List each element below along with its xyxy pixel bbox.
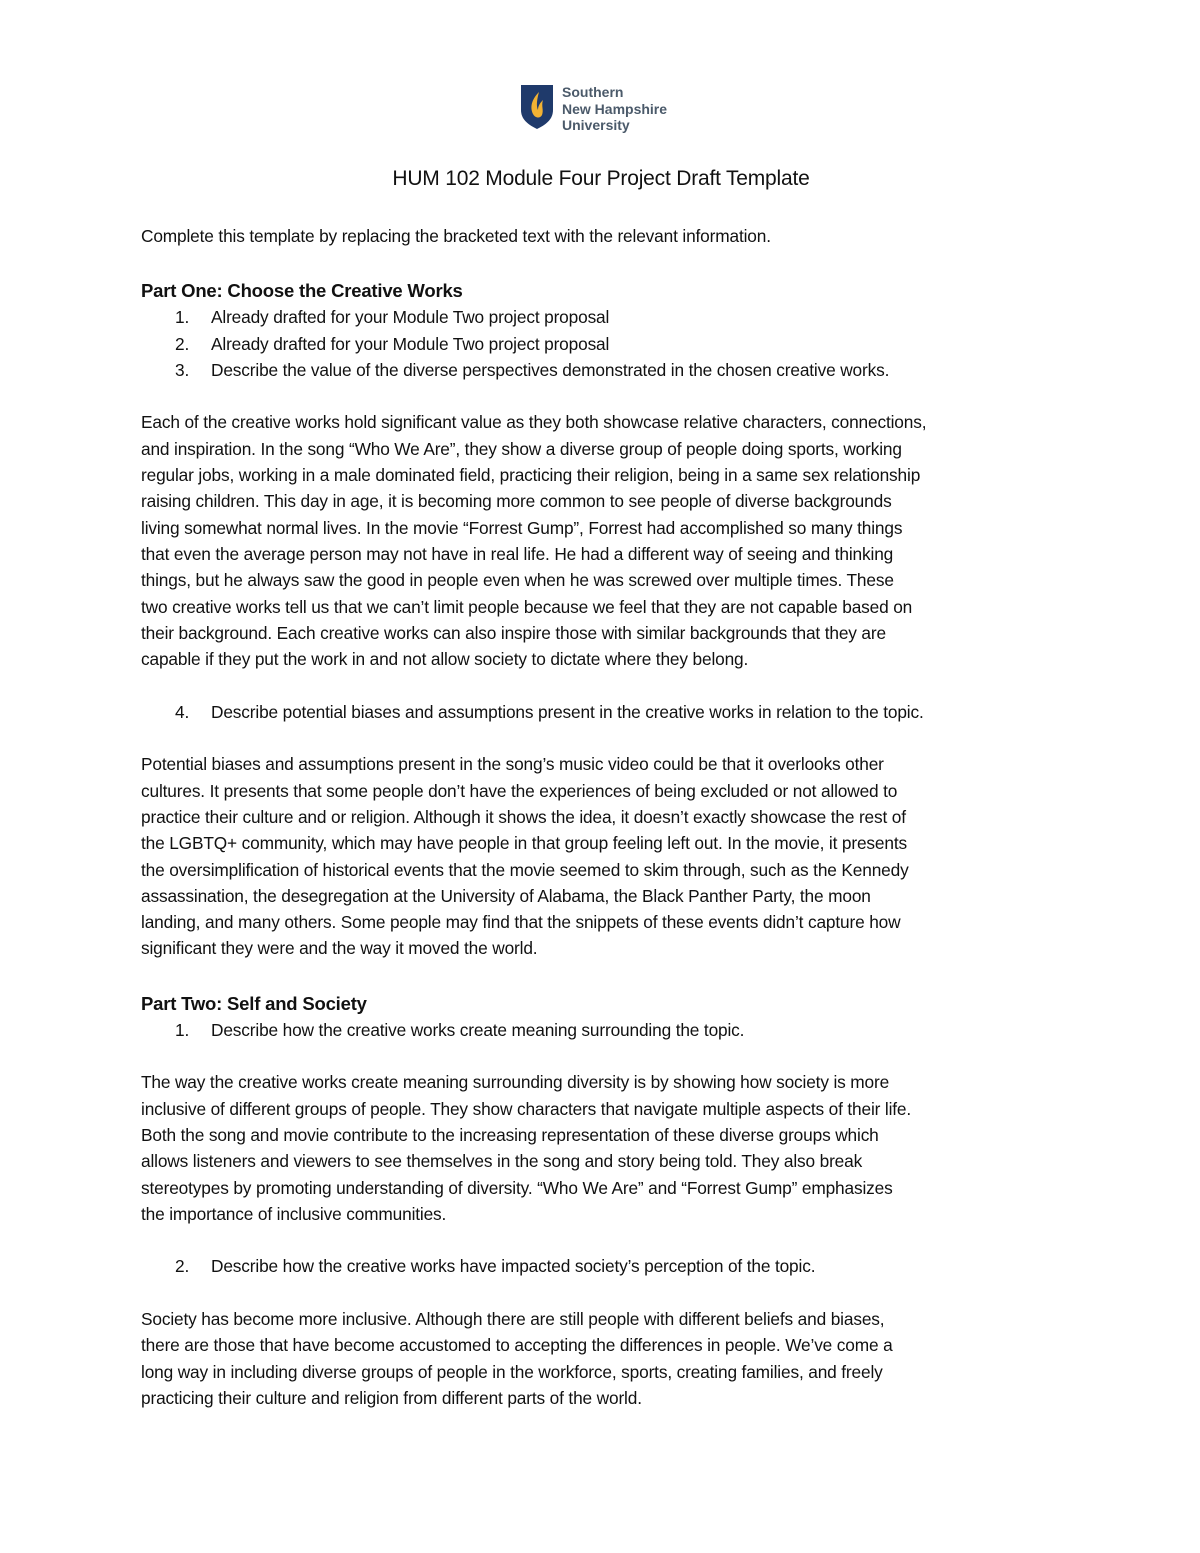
text-line: practice their culture and or religion. Although it shows the idea, it doesn’t exactly showcase the rest of [141, 806, 906, 827]
list-number: 3. [175, 359, 190, 380]
intro-text: Complete this template by replacing the bracketed text with the relevant information. [141, 226, 771, 246]
university-logo [520, 84, 667, 134]
page-title: HUM 102 Module Four Project Draft Template [392, 167, 810, 190]
list-number: 1. [175, 307, 190, 328]
text-line: there are those that have become accustomed to accepting the differences in people. We’ve come a [141, 1335, 893, 1356]
text-line: long way in including diverse groups of people in the workforce, sports, creating families, and freely [141, 1361, 883, 1382]
text-line: the LGBTQ+ community, which may have people in that group feeling left out. In the movie, it presents [141, 833, 907, 854]
text-line: Society has become more inclusive. Although there are still people with different beliefs and biases, [141, 1308, 885, 1329]
logo-line-1: Southern [562, 84, 624, 100]
list-text: Describe how the creative works have impacted society’s perception of the topic. [211, 1256, 816, 1277]
part-one-heading: Part One: Choose the Creative Works [141, 280, 463, 302]
answer-paragraph-3 [141, 409, 1061, 672]
part-two-list [141, 1017, 1061, 1043]
list-item [141, 304, 1061, 330]
list-number: 4. [175, 701, 190, 722]
text-line: significant they were and the way it moved the world. [141, 938, 538, 959]
list-number: 2. [175, 1256, 190, 1277]
text-line: the importance of inclusive communities. [141, 1203, 447, 1224]
list-text: Describe potential biases and assumptions present in the creative works in relation to the topic. [211, 701, 924, 722]
text-line: living somewhat normal lives. In the movie “Forrest Gump”, Forrest had accomplished so many things [141, 517, 903, 538]
answer-paragraph-4 [141, 751, 1061, 961]
text-line: the oversimplification of historical events that the movie seemed to skim through, such as the Kennedy [141, 859, 909, 880]
text-line: The way the creative works create meaning surrounding diversity is by showing how society is more [141, 1072, 890, 1093]
logo-wordmark [562, 84, 667, 134]
list-text: Already drafted for your Module Two project proposal [211, 307, 610, 328]
text-line: and inspiration. In the song “Who We Are”, they show a diverse group of people doing sports, working [141, 438, 902, 459]
text-line: capable if they put the work in and not allow society to dictate where they belong. [141, 649, 749, 670]
list-item [141, 699, 1061, 725]
list-item [141, 331, 1061, 357]
part-one-list-continued [141, 699, 1061, 725]
list-item [141, 1253, 1061, 1279]
answer-paragraph-part-two-2 [141, 1306, 1061, 1411]
list-item [141, 1017, 1061, 1043]
text-line: Both the song and movie contribute to the increasing representation of these diverse groups which [141, 1124, 879, 1145]
text-line: practicing their culture and religion from different parts of the world. [141, 1387, 642, 1408]
text-line: things, but he always saw the good in people even when he was screwed over multiple times. These [141, 570, 894, 591]
text-line: inclusive of different groups of people. They show characters that navigate multiple aspects of their life. [141, 1098, 912, 1119]
text-line: two creative works tell us that we can’t limit people because we feel that they are not capable based on [141, 596, 913, 617]
text-line: Potential biases and assumptions present in the song’s music video could be that it overlooks other [141, 754, 884, 775]
list-text: Describe how the creative works create meaning surrounding the topic. [211, 1019, 745, 1040]
text-line: cultures. It presents that some people don’t have the experiences of being excluded or not allowed to [141, 780, 898, 801]
list-text: Describe the value of the diverse perspectives demonstrated in the chosen creative works. [211, 359, 890, 380]
text-line: Each of the creative works hold significant value as they both showcase relative characters, connections, [141, 412, 927, 433]
text-line: their background. Each creative works can also inspire those with similar backgrounds that they are [141, 622, 886, 643]
text-line: allows listeners and viewers to see themselves in the song and story being told. They also break [141, 1151, 863, 1172]
text-line: assassination, the desegregation at the University of Alabama, the Black Panther Party, the moon [141, 885, 871, 906]
document-body [141, 165, 1061, 1411]
part-two-heading: Part Two: Self and Society [141, 992, 367, 1014]
text-line: raising children. This day in age, it is becoming more common to see people of diverse backgrounds [141, 491, 892, 512]
text-line: regular jobs, working in a male dominated field, practicing their religion, being in a same sex relationship [141, 465, 921, 486]
list-text: Already drafted for your Module Two project proposal [211, 333, 610, 354]
list-number: 1. [175, 1019, 190, 1040]
text-line: that even the average person may not have in real life. He had a different way of seeing and thinking [141, 543, 894, 564]
text-line: stereotypes by promoting understanding of diversity. “Who We Are” and “Forrest Gump” emphasizes [141, 1177, 893, 1198]
answer-paragraph-part-two-1 [141, 1069, 1061, 1227]
logo-line-3: University [562, 117, 630, 133]
part-two-list-continued [141, 1253, 1061, 1279]
list-item [141, 357, 1061, 383]
snhu-shield-icon [520, 84, 554, 130]
text-line: landing, and many others. Some people may find that the snippets of these events didn’t capture how [141, 912, 901, 933]
list-number: 2. [175, 333, 190, 354]
logo-line-2: New Hampshire [562, 100, 668, 117]
part-one-list [141, 304, 1061, 383]
